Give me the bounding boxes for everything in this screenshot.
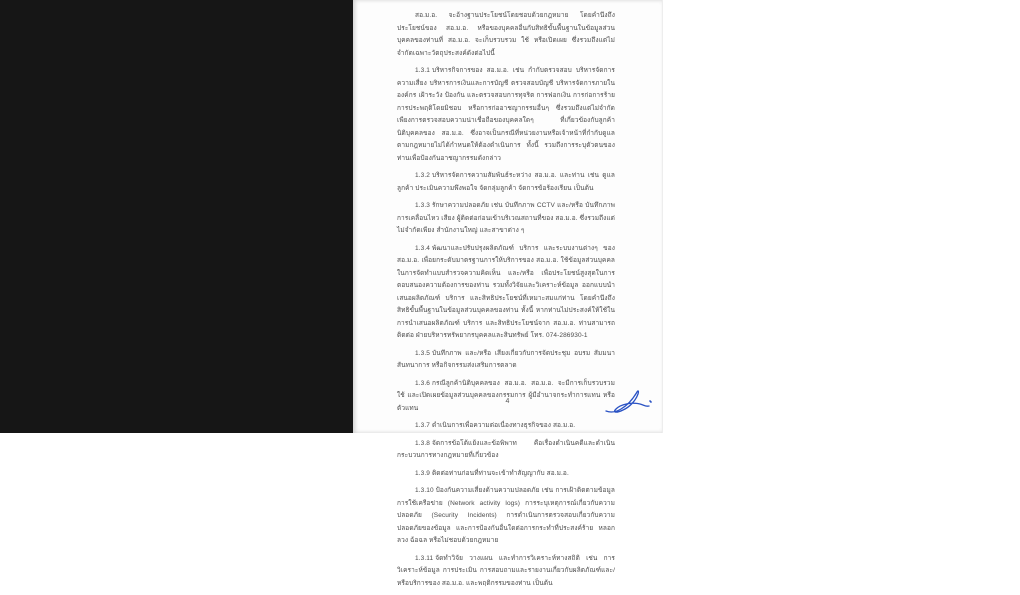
document-body-text bbox=[397, 10, 615, 595]
clause-1-3-2 bbox=[397, 170, 615, 195]
signature-dot bbox=[650, 401, 651, 402]
clause-number: 1.3.1 bbox=[415, 67, 430, 74]
signature-stroke bbox=[606, 391, 649, 412]
clause-number: 1.3.11 bbox=[415, 554, 434, 562]
clause-number: 1.3.4 bbox=[415, 244, 430, 252]
clause-1-3-9 bbox=[397, 468, 615, 481]
clause-1-3-6 bbox=[397, 378, 615, 416]
clause-text: ติดต่อท่านก่อนที่ท่านจะเข้าทำสัญญากับ สอ.ม.อ. bbox=[431, 469, 569, 477]
intro-paragraph: สอ.ม.อ. จะอ้างฐานประโยชน์โดยชอบด้วยกฎหมาย โดยคำนึงถึงประโยชน์ของ สอ.ม.อ. หรือของบุคคลอื่นกับสิทธิขั้นพื้นฐานในข้อมูลส่วนบุคคลของท่านที่ สอ.ม.อ. จะเก็บรวบรวม ใช้ หรือเปิดเผย ซึ่งรวมถึงแต่ไม่จำกัดเฉพาะวัตถุประสงค์ดังต่อไปนี้ bbox=[397, 12, 615, 57]
clause-text: จัดทำวิจัย วางแผน และทำการวิเคราะห์ทางสถิติ เช่น การวิเคราะห์ข้อมูล การประเมิน การสอบถามและรายงานเกี่ยวกับผลิตภัณฑ์และ/หรือบริการของ สอ.ม.อ. และพฤติกรรมของท่าน เป็นต้น bbox=[397, 554, 615, 587]
clause-number: 1.3.5 bbox=[415, 349, 430, 357]
clause-1-3-4 bbox=[397, 243, 615, 343]
clause-number: 1.3.8 bbox=[415, 439, 430, 447]
clause-number: 1.3.7 bbox=[415, 422, 430, 429]
handwritten-signature-blue-ink bbox=[602, 389, 654, 419]
clause-number: 1.3.10 bbox=[415, 487, 434, 494]
clause-1-3-1 bbox=[397, 65, 615, 165]
clause-1-3-5 bbox=[397, 348, 615, 373]
clause-text: ดำเนินการเพื่อความต่อเนื่องทางธุรกิจของ สอ.ม.อ. bbox=[431, 422, 576, 429]
clause-number: 1.3.3 bbox=[415, 202, 430, 209]
scanned-document-page bbox=[353, 0, 663, 587]
clause-text: บันทึกภาพ และ/หรือ เสียงเกี่ยวกับการจัดประชุม อบรม สัมมนา สันทนาการ หรือกิจกรรมส่งเสริมการตลาด bbox=[397, 349, 615, 369]
clause-text: บริหารจัดการความสัมพันธ์ระหว่าง สอ.ม.อ. และท่าน เช่น ดูแลลูกค้า ประเมินความพึงพอใจ จัดกลุ่มลูกค้า จัดการข้อร้องเรียน เป็นต้น bbox=[397, 172, 615, 192]
clause-text: รักษาความปลอดภัย เช่น บันทึกภาพ CCTV และ/หรือ บันทึกภาพ การเคลื่อนไหว เสียง ผู้ติดต่อก่อนเข้าบริเวณสถานที่ของ สอ.ม.อ. ซึ่งรวมถึงแต่ไม่จำกัดเพียง สำนักงานใหญ่ และสาขาต่าง ๆ bbox=[397, 202, 615, 234]
clause-text: บริหารกิจการของ สอ.ม.อ. เช่น กำกับตรวจสอบ บริหารจัดการความเสี่ยง บริหารการเงินและการบัญชี ตรวจสอบบัญชี บริหารจัดการภายในองค์กร เฝ้าระวัง ป้องกัน และตรวจสอบการทุจริต การฟอกเงิน การก่อการร้าย การประพฤติโดยมิชอบ หรือการก่ออาชญากรรมอื่นๆ ซึ่งรวมถึงแต่ไม่จำกัดเพียงการตรวจสอบความน่าเชื่อถือของบุคคลใดๆ ที่เกี่ยวข้องกับลูกค้านิติบุคคลของ สอ.ม.อ. ซึ่งอาจเป็นกรณีที่หน่วยงานหรือเจ้าหน้าที่กำกับดูแลตามกฎหมายไม่ได้กำหนดให้ต้องดำเนินการ ทั้งนี้ รวมถึงการระบุตัวตนของท่านเพื่อป้องกันอาชญากรรมดังกล่าว bbox=[397, 67, 615, 162]
page-number: 4 bbox=[505, 398, 510, 405]
clause-1-3-11 bbox=[397, 553, 615, 591]
clause-1-3-3 bbox=[397, 200, 615, 238]
clause-number: 1.3.9 bbox=[415, 469, 430, 477]
clause-number: 1.3.2 bbox=[415, 172, 430, 179]
clause-text: พัฒนาและปรับปรุงผลิตภัณฑ์ บริการ และระบบงานต่างๆ ของ สอ.ม.อ. เพื่อยกระดับมาตรฐานการให้บริการของ สอ.ม.อ. ใช้ข้อมูลส่วนบุคคลในการจัดทำแบบสำรวจความคิดเห็น และ/หรือ เพื่อประโยชน์สูงสุดในการตอบสนองความต้องการของท่าน รวมทั้งวิจัยและวิเคราะห์ข้อมูล ออกแบบนำเสนอผลิตภัณฑ์ บริการ และสิทธิประโยชน์ที่เหมาะสมแก่ท่าน โดยคำนึงถึงสิทธิขั้นพื้นฐานในข้อมูลส่วนบุคคลของท่าน ทั้งนี้ หากท่านไม่ประสงค์ให้ใช้ในการนำเสนอผลิตภัณฑ์ บริการ และสิทธิประโยชน์จาก สอ.ม.อ. ท่านสามารถติดต่อ ฝ่ายบริหารทรัพยากรบุคคลและสินทรัพย์ โทร. 074-286930-1 bbox=[397, 244, 615, 339]
dark-background-left bbox=[0, 0, 353, 433]
clause-text: กรณีลูกค้านิติบุคคลของ สอ.ม.อ. สอ.ม.อ. จะมีการเก็บรวบรวม ใช้ และเปิดเผยข้อมูลส่วนบุคคลของกรรมการ ผู้มีอำนาจกระทำการแทน หรือตัวแทน bbox=[397, 379, 615, 412]
clause-number: 1.3.6 bbox=[415, 379, 430, 387]
clause-text: ป้องกันความเสี่ยงด้านความปลอดภัย เช่น การเฝ้าติดตามข้อมูลการใช้เครือข่าย (Network activity logs) การระบุเหตุการณ์เกี่ยวกับความปลอดภัย (Security Incidents) การดำเนินการตรวจสอบเกี่ยวกับความปลอดภัยของข้อมูล และการป้องกันอื่นใดต่อการกระทำที่ประสงค์ร้าย หลอกลวง ฉ้อฉล หรือไม่ชอบด้วยกฎหมาย bbox=[397, 487, 615, 544]
clause-1-3-8 bbox=[397, 438, 615, 463]
clause-1-3-7 bbox=[397, 420, 615, 433]
clause-1-3-10 bbox=[397, 485, 615, 548]
clause-text: จัดการข้อโต้แย้งและข้อพิพาท คือเรื่องดำเนินคดีและดำเนินกระบวนการทางกฎหมายที่เกี่ยวข้อง bbox=[397, 439, 615, 459]
